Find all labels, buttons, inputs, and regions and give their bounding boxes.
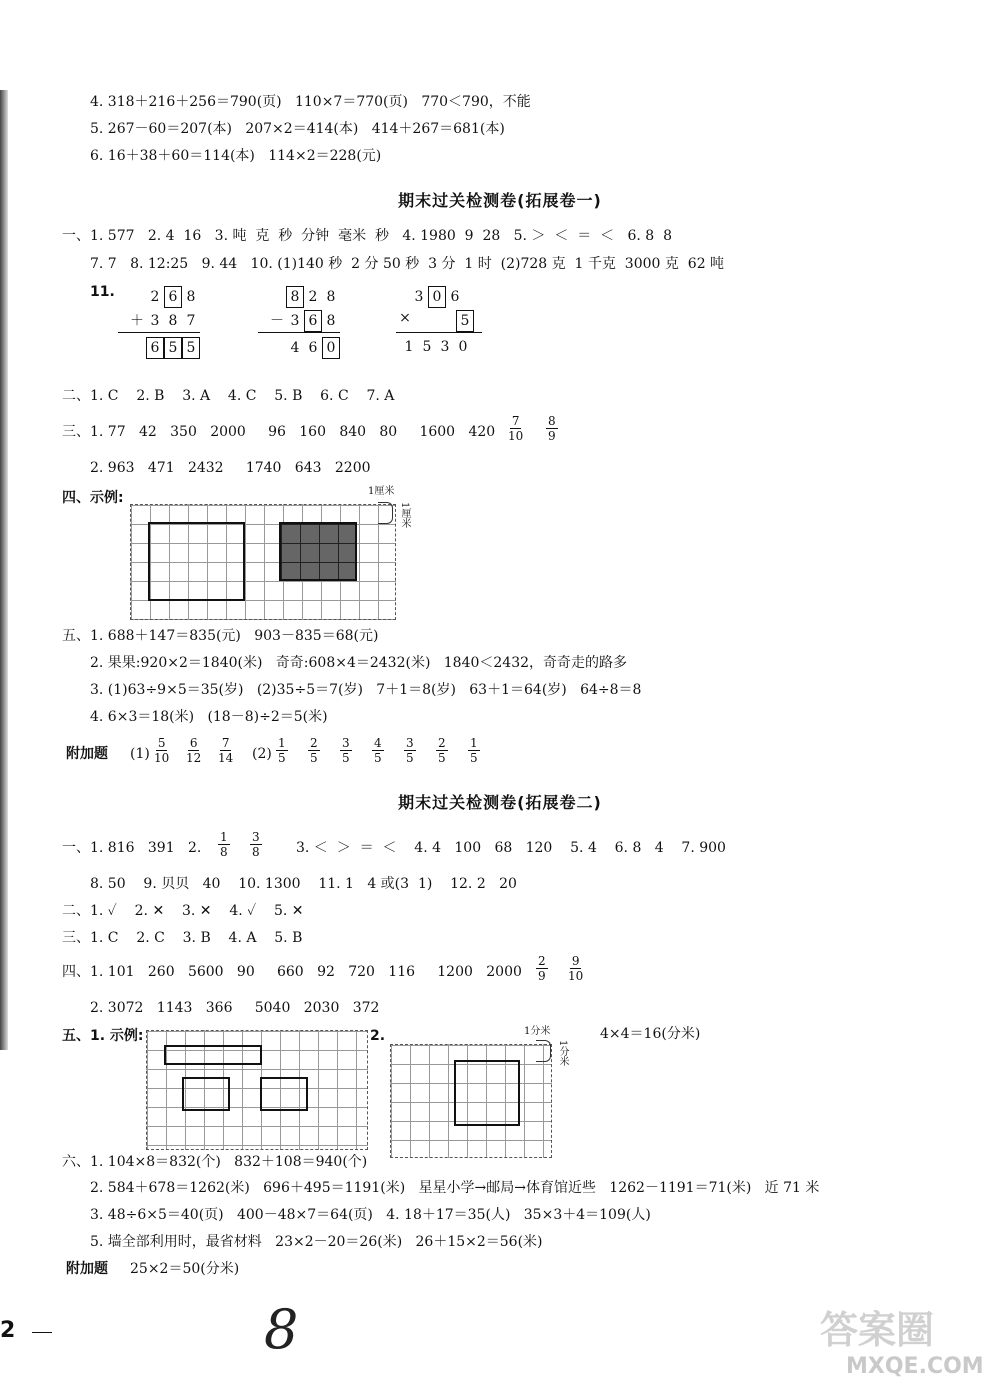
answer-line-5: 5. 267－60＝207(本) 207×2＝414(本) 414＋267＝681(本)	[90, 121, 505, 137]
s1-q3-line1: 三、1. 77 42 350 2000 96 160 840 80 1600 420	[62, 424, 496, 440]
shape-outline-right	[260, 1077, 308, 1111]
s1-q11-label: 11.	[90, 284, 115, 300]
digit: 2	[308, 289, 318, 305]
s2-q1-a: 一、1. 816 391 2.	[62, 840, 202, 856]
answer-line-6: 6. 16＋38＋60＝114(本) 114×2＝228(元)	[90, 148, 382, 164]
page-edge-shadow	[0, 90, 8, 1050]
s1-q5-4: 4. 6×3＝18(米) (18－8)÷2＝5(米)	[90, 709, 328, 725]
s1-q2: 二、1. C 2. B 3. A 4. C 5. B 6. C 7. A	[62, 388, 395, 404]
fraction: $\frac{2}{9}$	[538, 954, 546, 983]
section1-title: 期末过关检测卷(拓展卷一)	[398, 191, 602, 210]
digit: 8	[326, 289, 336, 305]
fraction: $\frac{7}{10}$	[508, 414, 524, 443]
operator: ×	[399, 310, 411, 326]
digit-box: 5	[164, 337, 182, 359]
s2-q4-line1: 四、1. 101 260 5600 90 660 92 720 116 1200 2000	[62, 964, 522, 980]
s1-bonus-label: 附加题	[66, 746, 108, 762]
s2-q6-1: 六、1. 104×8＝832(个) 832＋108＝940(个)	[62, 1154, 368, 1170]
s2-bonus: 25×2＝50(分米)	[130, 1261, 240, 1277]
page-number-rule	[32, 1332, 52, 1333]
digit: 6	[450, 289, 460, 305]
s1-q3-line2: 2. 963 471 2432 1740 643 2200	[90, 460, 371, 476]
digit-box: 0	[322, 337, 340, 359]
watermark-url: MXQE.COM	[846, 1354, 984, 1379]
unit-label-horizontal: 1分米	[524, 1026, 551, 1037]
fraction: $\frac{2}{5}$	[310, 736, 318, 765]
s2-q4-line2: 2. 3072 1143 366 5040 2030 372	[90, 1000, 380, 1016]
rectangle-outline	[148, 522, 245, 601]
s2-q1-b: 3. ＜ ＞ ＝ ＜ 4. 4 100 68 120 5. 4 6. 8 4 7. 900	[296, 840, 726, 856]
s2-q6-3: 3. 48÷6×5＝40(页) 400－48×7＝64(页) 4. 18＋17＝35(人) 35×3＋4＝109(人)	[90, 1207, 651, 1223]
section2-title: 期末过关检测卷(拓展卷二)	[398, 793, 602, 812]
vertical-calc-subtraction	[258, 286, 340, 359]
fraction: $\frac{1}{5}$	[470, 736, 478, 765]
shape-outline-top	[164, 1045, 262, 1065]
digit: 3	[440, 339, 450, 355]
s1-q5-1: 五、1. 688＋147＝835(元) 903－835＝68(元)	[62, 628, 379, 644]
s2-q6-2: 2. 584＋678＝1262(米) 696＋495＝1191(米) 星星小学→邮局→体育馆近些 1262－1191＝71(米) 近 71 米	[90, 1180, 820, 1196]
digit-box: 5	[182, 337, 200, 359]
digit: 8	[326, 313, 336, 329]
shape-outline-left	[182, 1077, 230, 1111]
digit: 4	[290, 340, 300, 356]
digit-box: 0	[428, 286, 446, 308]
fraction: $\frac{8}{9}$	[548, 414, 556, 443]
unit-label-vertical: 1厘米	[399, 502, 410, 529]
operator: －	[270, 313, 284, 329]
fraction: $\frac{2}{5}$	[438, 736, 446, 765]
handwritten-mark: 8	[264, 1298, 299, 1361]
fraction: $\frac{3}{8}$	[252, 830, 260, 859]
digit: 5	[422, 339, 432, 355]
digit: 8	[168, 313, 178, 329]
s2-q2: 二、1. ✓ 2. ✕ 3. ✕ 4. ✓ 5. ✕	[62, 903, 304, 919]
digit-box: 8	[286, 286, 304, 308]
s2-q6-5: 5. 墙全部利用时，最省材料 23×2－20＝26(米) 26＋15×2＝56(米)	[90, 1234, 543, 1250]
operator: ＋	[130, 313, 144, 329]
page-number: 2	[0, 1318, 16, 1343]
unit-bracket	[378, 502, 393, 524]
fraction: $\frac{5}{10}$	[154, 736, 170, 765]
digit: 7	[186, 313, 196, 329]
vertical-calc-addition	[118, 286, 200, 359]
unit-label-horizontal: 1厘米	[368, 486, 395, 497]
s2-bonus-label: 附加题	[66, 1261, 108, 1277]
s2-q1-line2: 8. 50 9. 贝贝 40 10. 1300 11. 1 4 或(3 1) 12. 2 20	[90, 876, 517, 892]
s2-q5-label2: 2.	[370, 1028, 386, 1044]
s2-q5-label1: 五、1. 示例:	[62, 1028, 144, 1044]
fraction: $\frac{1}{5}$	[278, 736, 286, 765]
digit: 2	[150, 289, 160, 305]
digit: 8	[186, 289, 196, 305]
watermark-logo: 答案圈	[820, 1308, 935, 1352]
fraction: $\frac{3}{5}$	[342, 736, 350, 765]
fraction: $\frac{7}{14}$	[218, 736, 234, 765]
s1-q4-label: 四、示例:	[62, 490, 124, 506]
fraction: $\frac{3}{5}$	[406, 736, 414, 765]
fraction: $\frac{6}{12}$	[186, 736, 202, 765]
s1-q5-2: 2. 果果:920×2＝1840(米) 奇奇:608×4＝2432(米) 1840＜2432，奇奇走的路多	[90, 655, 628, 671]
digit-box: 6	[304, 310, 322, 332]
digit-box: 6	[164, 286, 182, 308]
shaded-rectangle	[279, 522, 357, 581]
s1-q1-line1: 一、1. 577 2. 4 16 3. 吨 克 秒 分钟 毫米 秒 4. 1980 9 28 5. ＞ ＜ ＝ ＜ 6. 8 8	[62, 228, 673, 244]
digit: 1	[404, 339, 414, 355]
digit-box: 5	[456, 310, 474, 332]
fraction: $\frac{9}{10}$	[568, 954, 584, 983]
s1-q5-3: 3. (1)63÷9×5＝35(岁) (2)35÷5＝7(岁) 7＋1＝8(岁) 63＋1＝64(岁) 64÷8＝8	[90, 682, 642, 698]
digit: 0	[458, 339, 468, 355]
digit: 3	[150, 313, 160, 329]
vertical-calc-multiplication	[396, 286, 482, 355]
s2-q3: 三、1. C 2. C 3. B 4. A 5. B	[62, 930, 303, 946]
unit-label-vertical: 1分米	[557, 1040, 568, 1067]
answer-line-4: 4. 318＋216＋256＝790(页) 110×7＝770(页) 770＜790，不能	[90, 94, 531, 110]
s2-q5-answer: 4×4＝16(分米)	[600, 1026, 701, 1042]
digit: 3	[414, 289, 424, 305]
s1-q1-line2: 7. 7 8. 12:25 9. 44 10. (1)140 秒 2 分 50 秒 3 分 1 时 (2)728 克 1 千克 3000 克 62 吨	[90, 256, 725, 272]
fraction: $\frac{1}{8}$	[220, 830, 228, 859]
digit: 6	[308, 340, 318, 356]
s1-bonus-part1: (1)	[130, 746, 150, 762]
square-outline	[454, 1060, 520, 1126]
digit: 3	[290, 313, 300, 329]
s1-bonus-part2: (2)	[252, 746, 272, 762]
fraction: $\frac{4}{5}$	[374, 736, 382, 765]
digit-box: 6	[146, 337, 164, 359]
unit-bracket	[536, 1040, 551, 1062]
